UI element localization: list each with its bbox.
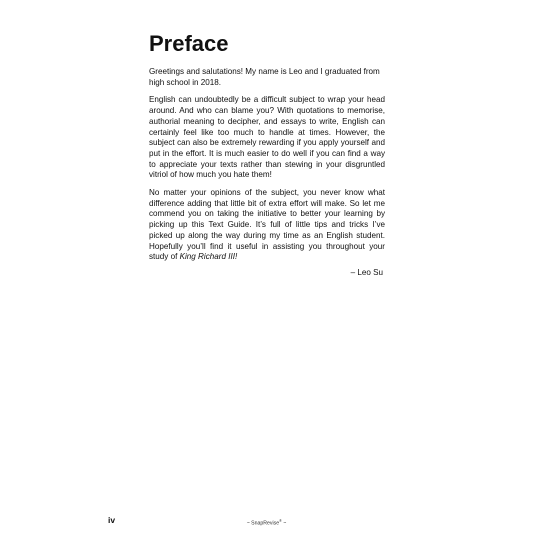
footer-brand-suffix: ~ — [281, 520, 287, 527]
paragraph-text-guide-main: No matter your opinions of the subject, you never know what difference adding that little bit of extra effort will make. So let me commend you on taking the initiative to better your learning by picking up this Text Guide. It’s full of little tips and tricks I’ve picked up along the way during my time as an English student. Hopefully you’ll find it useful in assisting you throughout your study of — [149, 188, 385, 262]
footer-brand — [0, 517, 533, 528]
preface-body — [149, 67, 385, 270]
paragraph-text-guide — [149, 188, 385, 263]
author-signature: – Leo Su — [350, 268, 383, 277]
page-number: iv — [108, 515, 116, 525]
footer-brand-name: ~ SnapRevise — [246, 520, 280, 527]
paragraph-intro: Greetings and salutations! My name is Leo and I graduated from high school in 2018. — [149, 67, 380, 87]
paragraph-english: English can undoubtedly be a difficult subject to wrap your head around. And who can blame you? With quotations to memorise, authorial meaning to decipher, and essays to write, English can certainly feel like too much to handle at times. However, the subject can also be extremely rewarding if you apply yourself and put in the effort. It is much easier to do well if you can find a way to appreciate your texts rather than stewing in your disgruntled vitriol of how much you hate them! — [149, 95, 385, 180]
registered-mark: ® — [279, 519, 282, 523]
page-title: Preface — [149, 31, 229, 56]
book-title: King Richard III! — [179, 252, 238, 262]
